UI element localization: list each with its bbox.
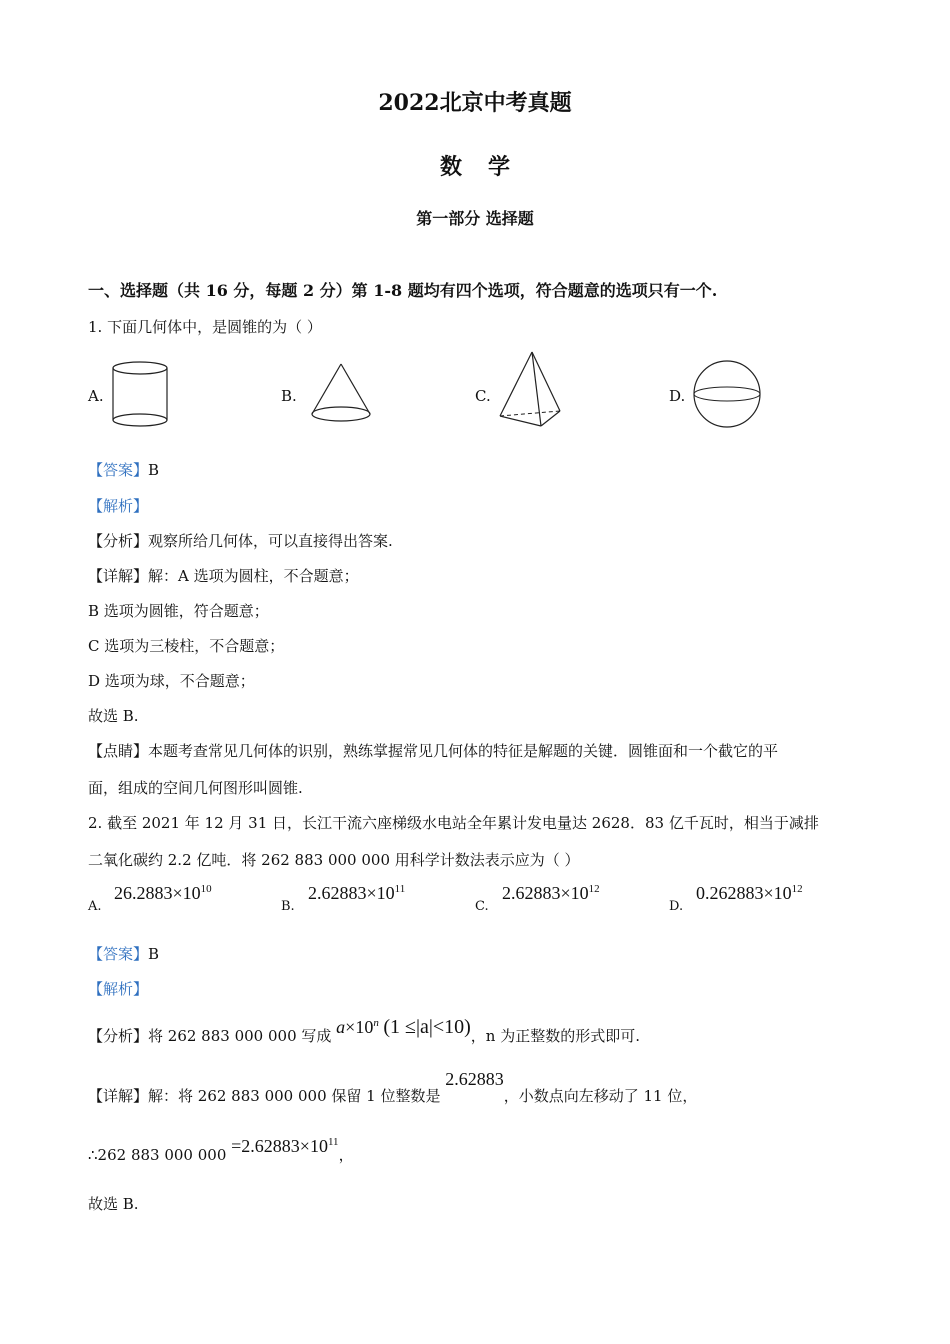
q2-option-d-value: $0.262883\times 10^{12}$ — [696, 883, 803, 903]
q1-fenxi: 【分析】观察所给几何体，可以直接得出答案. — [88, 532, 393, 550]
q1-line-d: D 选项为球，不合题意； — [88, 672, 255, 690]
q1-answer: 【答案】B — [88, 461, 160, 479]
section-heading: 一、选择题（共 16 分，每题 2 分）第 1-8 题均有四个选项，符合题意的选项只有一个. — [88, 281, 718, 300]
q1-conclusion: 故选 B. — [88, 707, 139, 725]
q2-option-a-label: A. — [88, 899, 102, 914]
q2-option-c-label: C. — [475, 899, 489, 914]
q2-option-c-value: $2.62883\times 10^{12}$ — [502, 883, 600, 903]
q2-therefore: ∴262 883 000 $000 =2.62883\times 10^{11}$， — [88, 1136, 354, 1164]
sphere-figure — [690, 358, 766, 432]
q2-option-d-label: D. — [669, 899, 684, 914]
q2-option-b-label: B. — [281, 899, 295, 914]
q1-line-c: C 选项为三棱柱，不合题意； — [88, 637, 285, 655]
q1-option-a-label: A. — [88, 387, 104, 405]
q1-xiangjie: 【详解】解：A 选项为圆柱，不合题意； — [88, 567, 359, 585]
cylinder-figure — [108, 358, 174, 432]
q1-line-b: B 选项为圆锥，符合题意； — [88, 602, 269, 620]
q1-option-d-label: D. — [669, 387, 686, 405]
q2-analysis-tag: 【解析】 — [88, 980, 149, 998]
pyramid-figure — [496, 348, 566, 432]
q2-option-b-value: $2.62883\times 10^{11}$ — [308, 883, 406, 903]
subject-title: 数学 — [439, 154, 536, 180]
q1-stem: 1. 下面几何体中，是圆锥的为（ ） — [88, 318, 322, 336]
q1-analysis-tag: 【解析】 — [88, 497, 149, 515]
q2-stem-line2: 二氧化碳约 2.2 亿吨．将 262 883 000 000 用科学计数法表示应为（ ） — [88, 851, 580, 869]
q1-dianjing: 【点睛】本题考查常见几何体的识别，熟练掌握常见几何体的特征是解题的关键．圆锥面和一个截它的平 — [88, 742, 779, 760]
q2-stem-line1: 2. 截至 2021 年 12 月 31 日，长江干流六座梯级水电站全年累计发电量达 2628．83 亿千瓦时，相当于减排 — [88, 814, 819, 832]
q2-xiangjie: 【详解】解：将 262 883 000 000 保留 1 位整数是 2.62883，小数点向左移动了 11 位， — [88, 1069, 698, 1105]
q2-answer: 【答案】B — [88, 945, 160, 963]
cone-figure — [308, 360, 374, 426]
q2-conclusion: 故选 B. — [88, 1195, 139, 1213]
q1-option-c-label: C. — [475, 387, 491, 405]
q2-fenxi: 【分析】将 262 883 000 000 写成 $a\times 10^n$ (1 ≤|a|<10)，n 为正整数的形式即可. — [88, 1016, 640, 1045]
page-title: 2022北京中考真题 — [378, 90, 572, 116]
q2-option-a-value: $26.2883\times 10^{10}$ — [114, 883, 212, 903]
q1-option-b-label: B. — [281, 387, 297, 405]
part-title: 第一部分 选择题 — [416, 209, 534, 228]
q1-dianjing-cont: 面，组成的空间几何图形叫圆锥. — [88, 779, 303, 797]
